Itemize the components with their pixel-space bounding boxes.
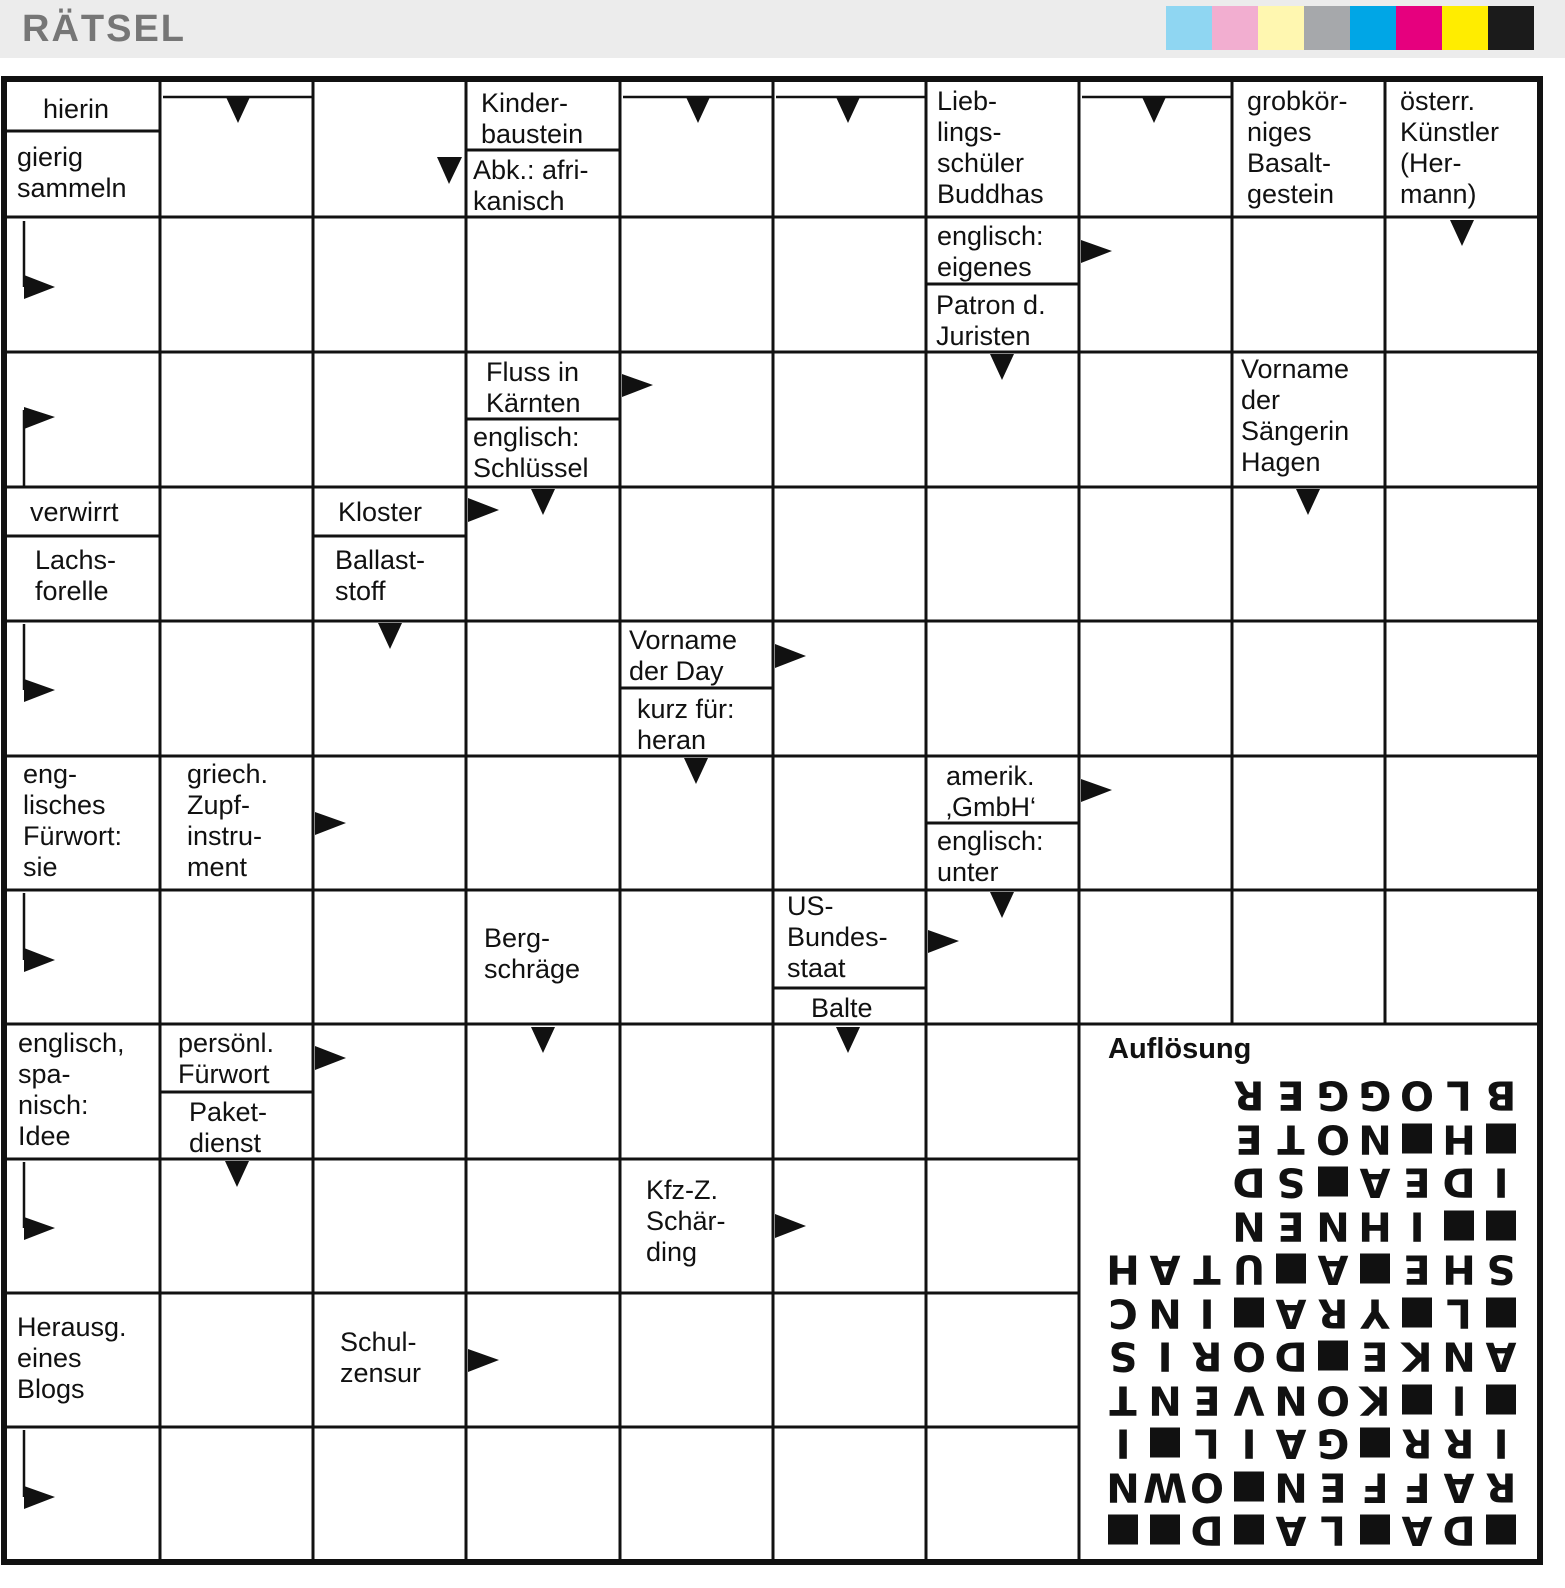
- solution-black-square: [1228, 1508, 1270, 1552]
- solution-letter: N: [1442, 1332, 1476, 1379]
- arrow-down-icon: [226, 97, 250, 123]
- clue-abk-afrikanisch: Abk.: afri- kanisch: [473, 155, 589, 217]
- solution-black-square: [1480, 1378, 1522, 1422]
- solution-letter: K: [1359, 1376, 1391, 1423]
- solution-letter: E: [1319, 1463, 1347, 1510]
- clue-englisch-eigenes: englisch: eigenes: [937, 221, 1044, 283]
- solution-empty-cell: [1102, 1117, 1144, 1161]
- solution-letter: A: [1149, 1245, 1181, 1292]
- black-square-icon: [1276, 1254, 1306, 1284]
- solution-letter: R: [1233, 1071, 1265, 1118]
- arrow-down-icon: [686, 97, 710, 123]
- solution-row: [1102, 1117, 1522, 1161]
- solution-empty-cell: [1186, 1073, 1228, 1117]
- solution-letter: R: [1317, 1289, 1349, 1336]
- solution-black-square: [1480, 1117, 1522, 1161]
- solution-letter: S: [1108, 1332, 1138, 1379]
- black-square-icon: [1360, 1254, 1390, 1284]
- solution-letter: N: [1316, 1202, 1350, 1249]
- arrow-right-icon: [775, 1214, 806, 1238]
- clue-lachsforelle: Lachs- forelle: [35, 545, 117, 607]
- black-square-icon: [1486, 1384, 1516, 1414]
- solution-letter: O: [1316, 1115, 1351, 1162]
- solution-letter: T: [1193, 1245, 1221, 1292]
- solution-letter: A: [1485, 1332, 1517, 1379]
- solution-row: [1102, 1204, 1522, 1248]
- arrow-right-icon: [315, 1046, 346, 1070]
- solution-black-square: [1480, 1508, 1522, 1552]
- arrow-right-icon: [928, 930, 959, 953]
- solution-letter: N: [1358, 1115, 1392, 1162]
- solution-letter: I: [1199, 1289, 1215, 1336]
- solution-letter: S: [1276, 1158, 1306, 1205]
- clue-balte: Balte: [811, 993, 873, 1023]
- black-square-icon: [1486, 1515, 1516, 1545]
- clue-amerik-gmbh: amerik. ‚GmbH‘: [946, 761, 1037, 823]
- solution-letter: E: [1277, 1071, 1305, 1118]
- solution-black-square: [1354, 1508, 1396, 1552]
- solution-letter: A: [1275, 1506, 1307, 1553]
- arrow-down-icon: [990, 354, 1014, 380]
- black-square-icon: [1234, 1297, 1264, 1327]
- solution-letter: N: [1232, 1202, 1266, 1249]
- solution-letter: E: [1193, 1376, 1221, 1423]
- clue-gierig-sammeln: gierig sammeln: [17, 142, 127, 204]
- black-square-icon: [1486, 1297, 1516, 1327]
- black-square-icon: [1234, 1515, 1264, 1545]
- solution-row: [1102, 1508, 1522, 1552]
- clue-kloster: Kloster: [338, 497, 423, 527]
- solution-letter: R: [1401, 1419, 1433, 1466]
- solution-black-square: [1144, 1421, 1186, 1465]
- clue-kurz-heran: kurz für: heran: [637, 694, 735, 756]
- arrow-down-icon: [990, 892, 1014, 918]
- solution-black-square: [1354, 1247, 1396, 1291]
- solution-letter: Y: [1360, 1289, 1390, 1336]
- solution-row: [1102, 1247, 1522, 1291]
- solution-letter: D: [1232, 1158, 1266, 1205]
- solution-letter: N: [1274, 1376, 1308, 1423]
- solution-letter: E: [1403, 1245, 1431, 1292]
- clue-bergschraege: Berg- schräge: [484, 923, 581, 985]
- solution-letter: F: [1361, 1463, 1389, 1510]
- clue-englisch-schluessel: englisch: Schlüssel: [473, 422, 589, 484]
- arrow-down-icon: [437, 157, 462, 184]
- solution-letter: E: [1235, 1115, 1263, 1162]
- clue-englisches-fuerwort: eng- lisches Fürwort: sie: [23, 759, 123, 883]
- solution-row: [1102, 1378, 1522, 1422]
- solution-letter: A: [1401, 1506, 1433, 1553]
- solution-title: Auflösung: [1108, 1033, 1252, 1065]
- clue-herausg-blogs: Herausg. eines Blogs: [17, 1312, 127, 1405]
- solution-letter: E: [1403, 1158, 1431, 1205]
- solution-letter: D: [1190, 1506, 1224, 1553]
- solution-letter: L: [1194, 1419, 1220, 1466]
- solution-letter: I: [1241, 1419, 1257, 1466]
- solution-black-square: [1396, 1291, 1438, 1335]
- solution-letter: R: [1443, 1419, 1475, 1466]
- arrow-down-icon: [1142, 97, 1166, 123]
- black-square-icon: [1402, 1123, 1432, 1153]
- solution-empty-cell: [1144, 1160, 1186, 1204]
- solution-letter: A: [1275, 1419, 1307, 1466]
- solution-letter: D: [1442, 1158, 1476, 1205]
- arrow-right-icon: [775, 644, 806, 668]
- solution-empty-cell: [1102, 1160, 1144, 1204]
- clue-verwirrt: verwirrt: [30, 497, 119, 527]
- solution-black-square: [1312, 1160, 1354, 1204]
- solution-black-square: [1102, 1508, 1144, 1552]
- arrow-right-icon: [622, 374, 653, 397]
- arrow-right-icon: [24, 407, 55, 429]
- solution-row: [1102, 1073, 1522, 1117]
- solution-row: [1102, 1465, 1522, 1509]
- solution-letter: I: [1451, 1376, 1467, 1423]
- solution-empty-cell: [1102, 1073, 1144, 1117]
- arrow-right-icon: [24, 679, 55, 702]
- clue-fluss-kaernten: Fluss in Kärnten: [486, 357, 581, 419]
- clue-ballaststoff: Ballast- stoff: [335, 545, 426, 607]
- solution-letter: L: [1446, 1289, 1472, 1336]
- solution-empty-cell: [1186, 1117, 1228, 1161]
- clue-englisch-spanisch-idee: englisch, spa- nisch: Idee: [18, 1028, 125, 1152]
- solution-letter: B: [1485, 1071, 1517, 1118]
- clue-patron-juristen: Patron d. Juristen: [936, 290, 1046, 352]
- solution-letter: T: [1277, 1115, 1305, 1162]
- solution-letter: H: [1442, 1115, 1476, 1162]
- solution-grid: [1102, 1073, 1522, 1553]
- arrow-down-icon: [684, 758, 708, 784]
- black-square-icon: [1444, 1210, 1474, 1240]
- solution-letter: H: [1106, 1245, 1140, 1292]
- solution-black-square: [1228, 1291, 1270, 1335]
- solution-black-square: [1144, 1508, 1186, 1552]
- solution-letter: E: [1361, 1332, 1389, 1379]
- arrow-right-icon: [24, 1486, 55, 1509]
- solution-black-square: [1354, 1421, 1396, 1465]
- solution-letter: H: [1358, 1202, 1392, 1249]
- solution-empty-cell: [1186, 1160, 1228, 1204]
- solution-letter: C: [1108, 1289, 1138, 1336]
- arrow-right-icon: [315, 812, 346, 835]
- solution-letter: R: [1485, 1463, 1517, 1510]
- clue-hierin: hierin: [43, 94, 110, 124]
- clue-schulzensur: Schul- zensur: [340, 1327, 422, 1389]
- solution-letter: D: [1442, 1506, 1476, 1553]
- solution-letter: G: [1358, 1071, 1392, 1118]
- solution-black-square: [1396, 1378, 1438, 1422]
- solution-empty-cell: [1144, 1204, 1186, 1248]
- page-title: RÄTSEL: [22, 8, 186, 50]
- solution-letter: T: [1109, 1376, 1137, 1423]
- arrow-right-icon: [1081, 240, 1112, 263]
- solution-letter: A: [1275, 1289, 1307, 1336]
- arrow-down-icon: [378, 623, 402, 649]
- solution-letter: S: [1486, 1245, 1516, 1292]
- solution-empty-cell: [1144, 1117, 1186, 1161]
- arrow-right-icon: [468, 498, 499, 522]
- solution-row: [1102, 1421, 1522, 1465]
- solution-row: [1102, 1160, 1522, 1204]
- clue-griech-zupfinstrument: griech. Zupf- instru- ment: [187, 759, 269, 883]
- solution-black-square: [1438, 1204, 1480, 1248]
- clue-paketdienst: Paket- dienst: [189, 1097, 268, 1159]
- arrow-right-icon: [24, 275, 55, 299]
- solution-letter: V: [1233, 1376, 1265, 1423]
- solution-black-square: [1480, 1204, 1522, 1248]
- solution-letter: G: [1316, 1419, 1350, 1466]
- black-square-icon: [1486, 1210, 1516, 1240]
- solution-letter: L: [1446, 1071, 1472, 1118]
- arrow-right-icon: [1081, 779, 1112, 802]
- solution-letter: D: [1274, 1332, 1308, 1379]
- solution-row: [1102, 1291, 1522, 1335]
- solution-black-square: [1396, 1117, 1438, 1161]
- solution-letter: F: [1403, 1463, 1431, 1510]
- solution-letter: N: [1148, 1289, 1182, 1336]
- black-square-icon: [1402, 1297, 1432, 1327]
- solution-row: [1102, 1334, 1522, 1378]
- solution-black-square: [1270, 1247, 1312, 1291]
- black-square-icon: [1108, 1515, 1138, 1545]
- solution-letter: E: [1277, 1202, 1305, 1249]
- clue-oesterr-kuenstler: österr. Künstler (Her- mann): [1400, 86, 1500, 210]
- black-square-icon: [1360, 1515, 1390, 1545]
- arrow-down-icon: [836, 97, 860, 123]
- arrow-down-icon: [1450, 220, 1474, 246]
- solution-empty-cell: [1144, 1073, 1186, 1117]
- solution-letter: U: [1232, 1245, 1266, 1292]
- solution-letter: O: [1316, 1376, 1351, 1423]
- solution-letter: O: [1190, 1463, 1225, 1510]
- clue-lieblingsschueler-buddhas: Lieb- lings- schüler Buddhas: [937, 86, 1044, 210]
- clue-vorname-hagen: Vorname der Sängerin Hagen: [1241, 354, 1350, 478]
- solution-letter: W: [1142, 1463, 1188, 1510]
- clue-englisch-unter: englisch: unter: [937, 826, 1044, 888]
- arrow-down-icon: [1296, 489, 1320, 515]
- arrow-right-icon: [468, 1349, 499, 1372]
- arrow-right-icon: [24, 1217, 55, 1240]
- solution-letter: A: [1359, 1158, 1391, 1205]
- solution-letter: L: [1320, 1506, 1346, 1553]
- solution-letter: K: [1401, 1332, 1433, 1379]
- solution-letter: N: [1148, 1376, 1182, 1423]
- solution-letter: I: [1493, 1419, 1509, 1466]
- clue-kfz-schaerding: Kfz-Z. Schär- ding: [646, 1175, 726, 1268]
- arrow-down-icon: [531, 489, 555, 515]
- solution-black-square: [1480, 1291, 1522, 1335]
- solution-letter: R: [1191, 1332, 1223, 1379]
- clue-grobkoerniges-basaltgestein: grobkör- niges Basalt- gestein: [1247, 86, 1348, 210]
- black-square-icon: [1486, 1123, 1516, 1153]
- black-square-icon: [1150, 1428, 1180, 1458]
- solution-letter: A: [1443, 1463, 1475, 1510]
- solution-letter: I: [1115, 1419, 1131, 1466]
- black-square-icon: [1234, 1471, 1264, 1501]
- solution-letter: G: [1316, 1071, 1350, 1118]
- clue-vorname-day: Vorname der Day: [629, 625, 738, 687]
- solution-empty-cell: [1102, 1204, 1144, 1248]
- arrow-down-icon: [836, 1027, 860, 1053]
- black-square-icon: [1318, 1167, 1348, 1197]
- arrow-right-icon: [24, 948, 55, 972]
- solution-letter: I: [1409, 1202, 1425, 1249]
- solution-black-square: [1228, 1465, 1270, 1509]
- clue-kinderbaustein: Kinder- baustein: [481, 88, 584, 150]
- black-square-icon: [1402, 1384, 1432, 1414]
- clue-persoenl-fuerwort: persönl. Fürwort: [178, 1028, 275, 1090]
- black-square-icon: [1360, 1428, 1390, 1458]
- solution-empty-cell: [1186, 1204, 1228, 1248]
- solution-letter: N: [1274, 1463, 1308, 1510]
- black-square-icon: [1318, 1341, 1348, 1371]
- solution-letter: A: [1317, 1245, 1349, 1292]
- clue-us-bundesstaat: US- Bundes- staat: [787, 891, 888, 984]
- black-square-icon: [1150, 1515, 1180, 1545]
- solution-letter: O: [1400, 1071, 1435, 1118]
- arrow-down-icon: [531, 1027, 555, 1053]
- arrow-down-icon: [225, 1161, 249, 1187]
- solution-letter: N: [1106, 1463, 1140, 1510]
- solution-letter: I: [1157, 1332, 1173, 1379]
- solution-black-square: [1312, 1334, 1354, 1378]
- solution-letter: I: [1493, 1158, 1509, 1205]
- solution-letter: O: [1232, 1332, 1267, 1379]
- solution-letter: H: [1442, 1245, 1476, 1292]
